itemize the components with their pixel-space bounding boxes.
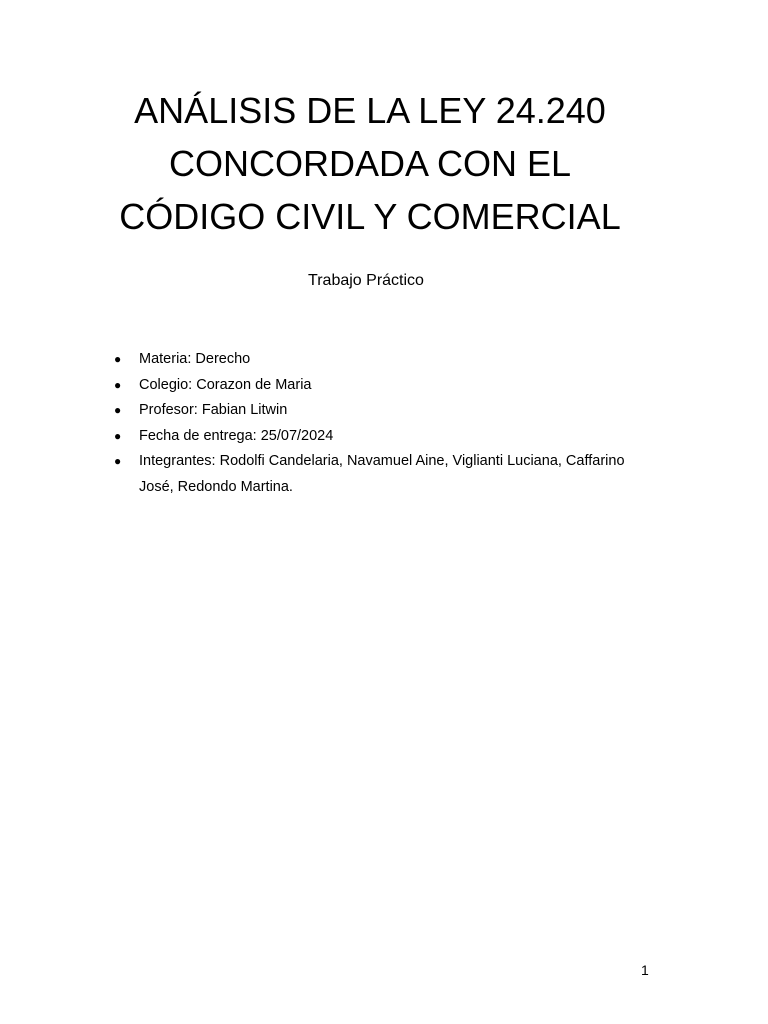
page-number: 1 bbox=[641, 962, 649, 978]
bullet-icon: ● bbox=[114, 454, 122, 468]
document-title bbox=[0, 84, 740, 243]
list-item bbox=[114, 449, 634, 500]
title-line: ANÁLISIS DE LA LEY 24.240 bbox=[134, 90, 606, 131]
item-subject: Materia: Derecho bbox=[139, 351, 251, 367]
item-teacher: Profesor: Fabian Litwin bbox=[139, 402, 288, 418]
bullet-icon: ● bbox=[114, 428, 122, 443]
bullet-icon: ● bbox=[114, 352, 122, 366]
item-due-date: Fecha de entrega: 25/07/2024 bbox=[139, 427, 334, 444]
bullet-icon: ● bbox=[114, 377, 122, 392]
list-item bbox=[114, 424, 634, 450]
list-item bbox=[114, 398, 634, 424]
document-subtitle: Trabajo Práctico bbox=[308, 272, 424, 289]
title-line: CONCORDADA CON EL bbox=[168, 143, 572, 184]
info-list bbox=[114, 347, 634, 500]
item-members: Integrantes: Rodolfi Candelaria, Navamuel Aine, Viglianti Luciana, Caffarino José, Redondo Martina. bbox=[139, 453, 625, 495]
list-item bbox=[114, 373, 634, 399]
item-school: Colegio: Corazon de Maria bbox=[139, 376, 312, 393]
bullet-icon: ● bbox=[114, 403, 122, 417]
title-line: CÓDIGO CIVIL Y COMERCIAL bbox=[119, 196, 621, 237]
list-item bbox=[114, 347, 634, 373]
